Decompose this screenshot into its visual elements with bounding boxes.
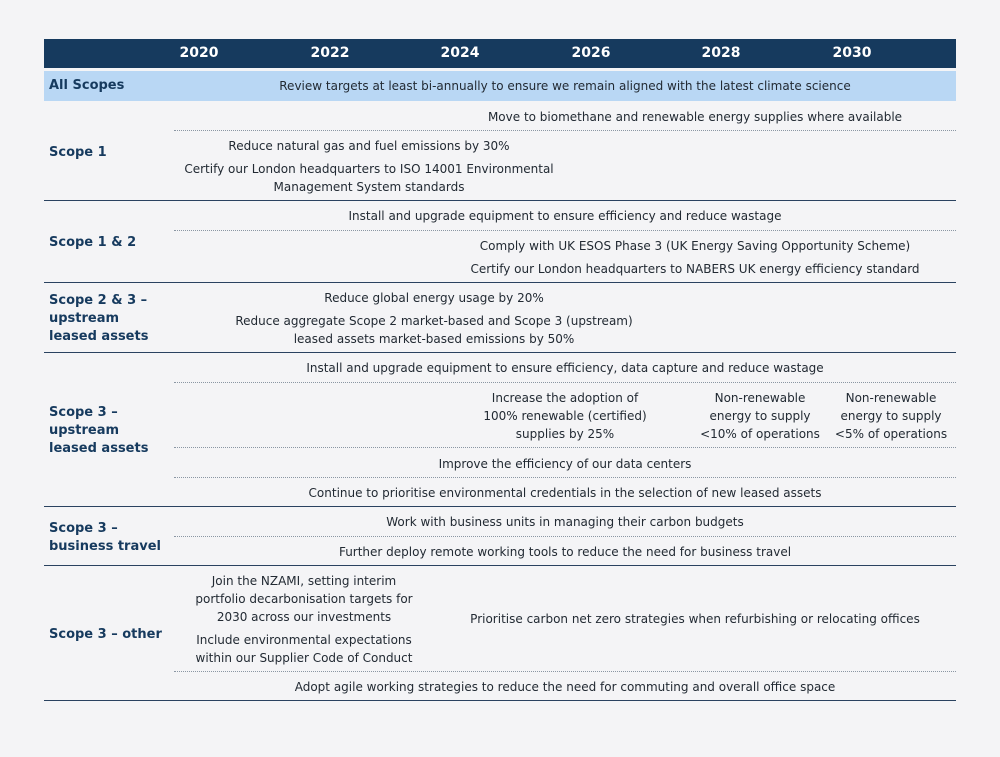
action-iso14001-line1: Certify our London headquarters to ISO 14001 Environmental bbox=[184, 162, 554, 176]
action-agile-working: Adopt agile working strategies to reduce the need for commuting and overall office space bbox=[294, 680, 836, 694]
action-nzami-line1: Join the NZAMI, setting interim bbox=[211, 574, 397, 588]
scope-label-3bt-line1: Scope 3 – bbox=[49, 521, 118, 536]
target-nonrenewable-10-line2: energy to supply bbox=[709, 409, 811, 423]
scope-label-3u-line2: upstream bbox=[49, 423, 120, 438]
section-divider bbox=[44, 282, 956, 283]
section-divider bbox=[44, 506, 956, 507]
action-data-centers: Improve the efficiency of our data centers bbox=[438, 457, 692, 471]
row-divider bbox=[174, 477, 956, 478]
action-renewable-line1: Increase the adoption of bbox=[491, 391, 639, 405]
action-aggregate-line2: leased assets market-based emissions by 50% bbox=[293, 332, 575, 346]
row-divider bbox=[174, 130, 956, 131]
year-2024: 2024 bbox=[440, 45, 480, 61]
section-divider bbox=[44, 352, 956, 353]
action-review-targets: Review targets at least bi-annually to ensure we remain aligned with the latest climate science bbox=[279, 79, 851, 93]
row-divider bbox=[174, 536, 956, 537]
action-reduce-energy: Reduce global energy usage by 20% bbox=[324, 291, 544, 305]
target-nonrenewable-5-line2: energy to supply bbox=[840, 409, 942, 423]
action-reduce-gas: Reduce natural gas and fuel emissions by 30% bbox=[228, 139, 510, 153]
action-remote-working: Further deploy remote working tools to reduce the need for business travel bbox=[338, 545, 792, 559]
action-renewable-line2: 100% renewable (certified) bbox=[483, 409, 647, 423]
year-2022: 2022 bbox=[310, 45, 350, 61]
section-divider bbox=[44, 700, 956, 701]
row-divider bbox=[174, 382, 956, 383]
action-credentials: Continue to prioritise environmental credentials in the selection of new leased assets bbox=[308, 486, 822, 500]
target-nonrenewable-5-line3: <5% of operations bbox=[834, 427, 948, 441]
section-divider bbox=[44, 200, 956, 201]
year-2020: 2020 bbox=[179, 45, 219, 61]
action-esos: Comply with UK ESOS Phase 3 (UK Energy Saving Opportunity Scheme) bbox=[479, 239, 911, 253]
scope-label-2-3-line1: Scope 2 & 3 – bbox=[49, 293, 148, 308]
section-divider bbox=[44, 565, 956, 566]
year-2030: 2030 bbox=[832, 45, 872, 61]
scope-label-1: Scope 1 bbox=[49, 145, 107, 160]
year-2028: 2028 bbox=[701, 45, 741, 61]
year-header bbox=[44, 39, 956, 68]
year-2026: 2026 bbox=[571, 45, 611, 61]
scope-label-3bt-line2: business travel bbox=[49, 539, 161, 554]
action-aggregate-line1: Reduce aggregate Scope 2 market-based and Scope 3 (upstream) bbox=[235, 314, 633, 328]
scope-label-3-other: Scope 3 – other bbox=[49, 627, 162, 642]
target-nonrenewable-10-line3: <10% of operations bbox=[700, 427, 820, 441]
action-renewable-line3: supplies by 25% bbox=[515, 427, 615, 441]
action-biomethane: Move to biomethane and renewable energy supplies where available bbox=[487, 110, 903, 124]
scope-label-all: All Scopes bbox=[49, 78, 125, 93]
row-divider bbox=[174, 230, 956, 231]
scope-label-1-2: Scope 1 & 2 bbox=[49, 235, 137, 250]
action-iso14001-line2: Management System standards bbox=[273, 180, 465, 194]
action-supplier-code-line1: Include environmental expectations bbox=[196, 633, 412, 647]
action-nzami-line2: portfolio decarbonisation targets for bbox=[195, 592, 413, 606]
scope-label-2-3-line3: leased assets bbox=[49, 329, 149, 344]
action-supplier-code-line2: within our Supplier Code of Conduct bbox=[195, 651, 413, 665]
scope-label-2-3-line2: upstream bbox=[49, 311, 120, 326]
scope-label-3u-line1: Scope 3 – bbox=[49, 405, 118, 420]
row-divider bbox=[174, 671, 956, 672]
action-carbon-budgets: Work with business units in managing their carbon budgets bbox=[386, 515, 744, 529]
action-nzami-line3: 2030 across our investments bbox=[216, 610, 392, 624]
action-install-equipment: Install and upgrade equipment to ensure efficiency and reduce wastage bbox=[348, 209, 782, 223]
target-nonrenewable-10-line1: Non-renewable bbox=[714, 391, 806, 405]
action-install-data-capture: Install and upgrade equipment to ensure efficiency, data capture and reduce wastage bbox=[306, 361, 824, 375]
action-prioritise-offices: Prioritise carbon net zero strategies when refurbishing or relocating offices bbox=[470, 612, 920, 626]
row-divider bbox=[174, 447, 956, 448]
target-nonrenewable-5-line1: Non-renewable bbox=[845, 391, 937, 405]
action-nabers: Certify our London headquarters to NABERS UK energy efficiency standard bbox=[470, 262, 920, 276]
scope-label-3u-line3: leased assets bbox=[49, 441, 149, 456]
